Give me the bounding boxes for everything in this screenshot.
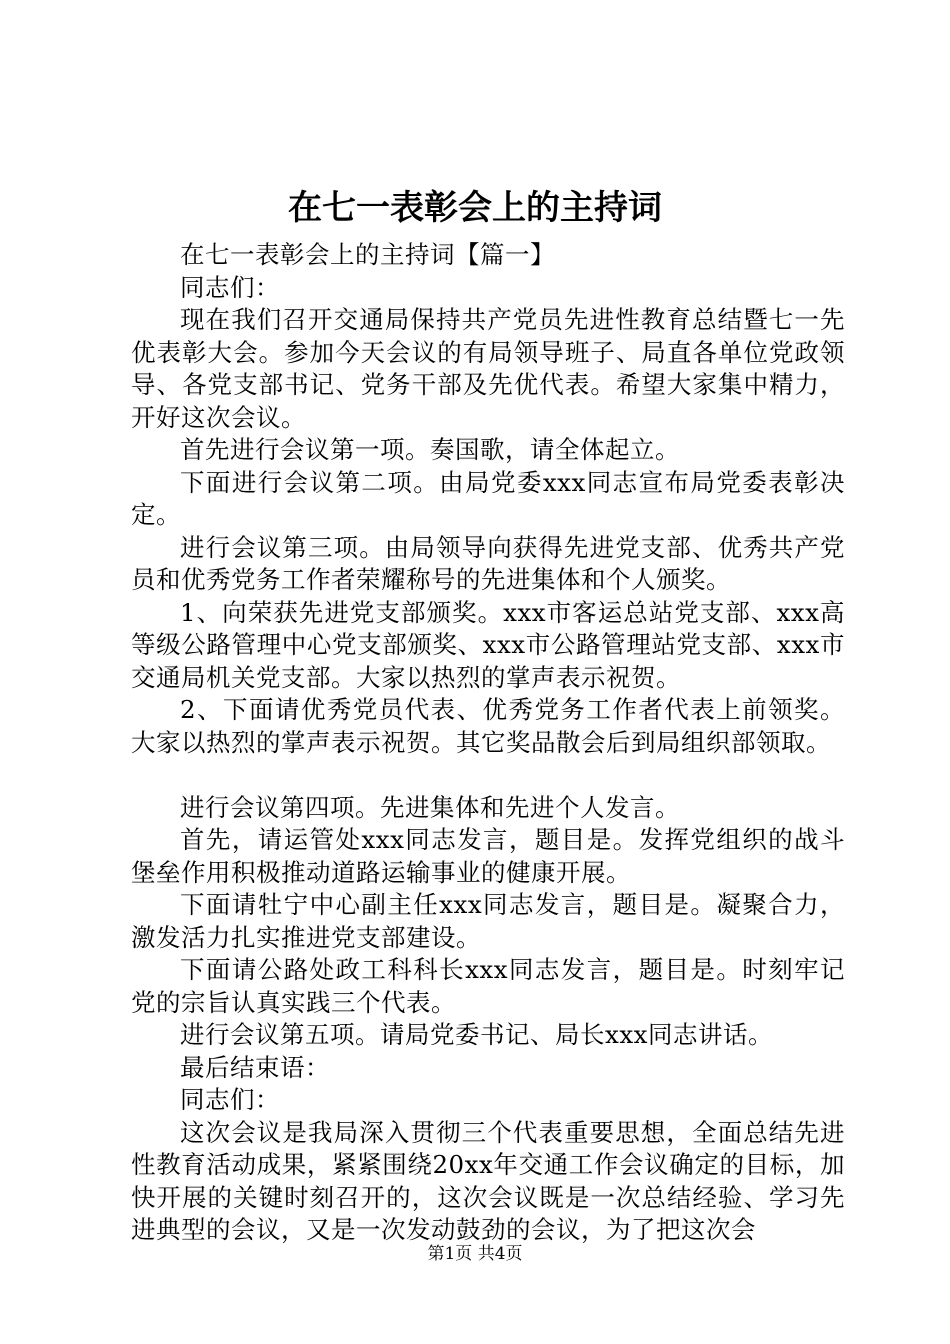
- paragraph: 进行会议第五项。请局党委书记、局长xxx同志讲话。: [180, 1020, 773, 1049]
- paragraph: 首先进行会议第一项。奏国歌，请全体起立。: [180, 435, 680, 464]
- page-number-footer: 第1页 共4页: [427, 1244, 523, 1264]
- paragraph: 这次会议是我局深入贯彻三个代表重要思想，全面总结先进性教育活动成果，紧紧围绕20xx年交通工作会议确定的目标，加快开展的关键时刻召开的，这次会议既是一次总结经验、学习先进典型的会议，又是一次发动鼓劲的会议，为了把这次会: [131, 1117, 845, 1244]
- paragraph: 下面进行会议第二项。由局党委xxx同志宣布局党委表彰决定。: [131, 467, 845, 529]
- paragraph-subtitle: 在七一表彰会上的主持词【篇一】: [180, 240, 555, 269]
- paragraph: 进行会议第四项。先进集体和先进个人发言。: [180, 792, 680, 822]
- paragraph: 2、下面请优秀党员代表、优秀党务工作者代表上前领奖。大家以热烈的掌声表示祝贺。其它奖品散会后到局组织部领取。: [131, 695, 845, 757]
- paragraph: 首先，请运管处xxx同志发言，题目是。发挥党组织的战斗堡垒作用积极推动道路运输事业的健康开展。: [131, 825, 845, 887]
- paragraph: 下面请公路处政工科科长xxx同志发言，题目是。时刻牢记党的宗旨认真实践三个代表。: [131, 955, 845, 1017]
- paragraph-closing-heading: 最后结束语：: [180, 1052, 330, 1082]
- document-body: [131, 239, 845, 1247]
- document-title: 在七一表彰会上的主持词: [288, 188, 662, 228]
- paragraph-greeting: 同志们：: [180, 1085, 280, 1114]
- paragraph: 下面请牡宁中心副主任xxx同志发言，题目是。凝聚合力，激发活力扎实推进党支部建设。: [131, 890, 845, 952]
- paragraph: 进行会议第三项。由局领导向获得先进党支部、优秀共产党员和优秀党务工作者荣耀称号的先进集体和个人颁奖。: [131, 532, 845, 594]
- paragraph: 1、向荣获先进党支部颁奖。xxx市客运总站党支部、xxx高等级公路管理中心党支部颁奖、xxx市公路管理站党支部、xxx市交通局机关党支部。大家以热烈的掌声表示祝贺。: [131, 597, 845, 692]
- paragraph: 现在我们召开交通局保持共产党员先进性教育总结暨七一先优表彰大会。参加今天会议的有局领导班子、局直各单位党政领导、各党支部书记、党务干部及先优代表。希望大家集中精力，开好这次会议。: [131, 305, 845, 432]
- paragraph-greeting: 同志们：: [180, 272, 280, 302]
